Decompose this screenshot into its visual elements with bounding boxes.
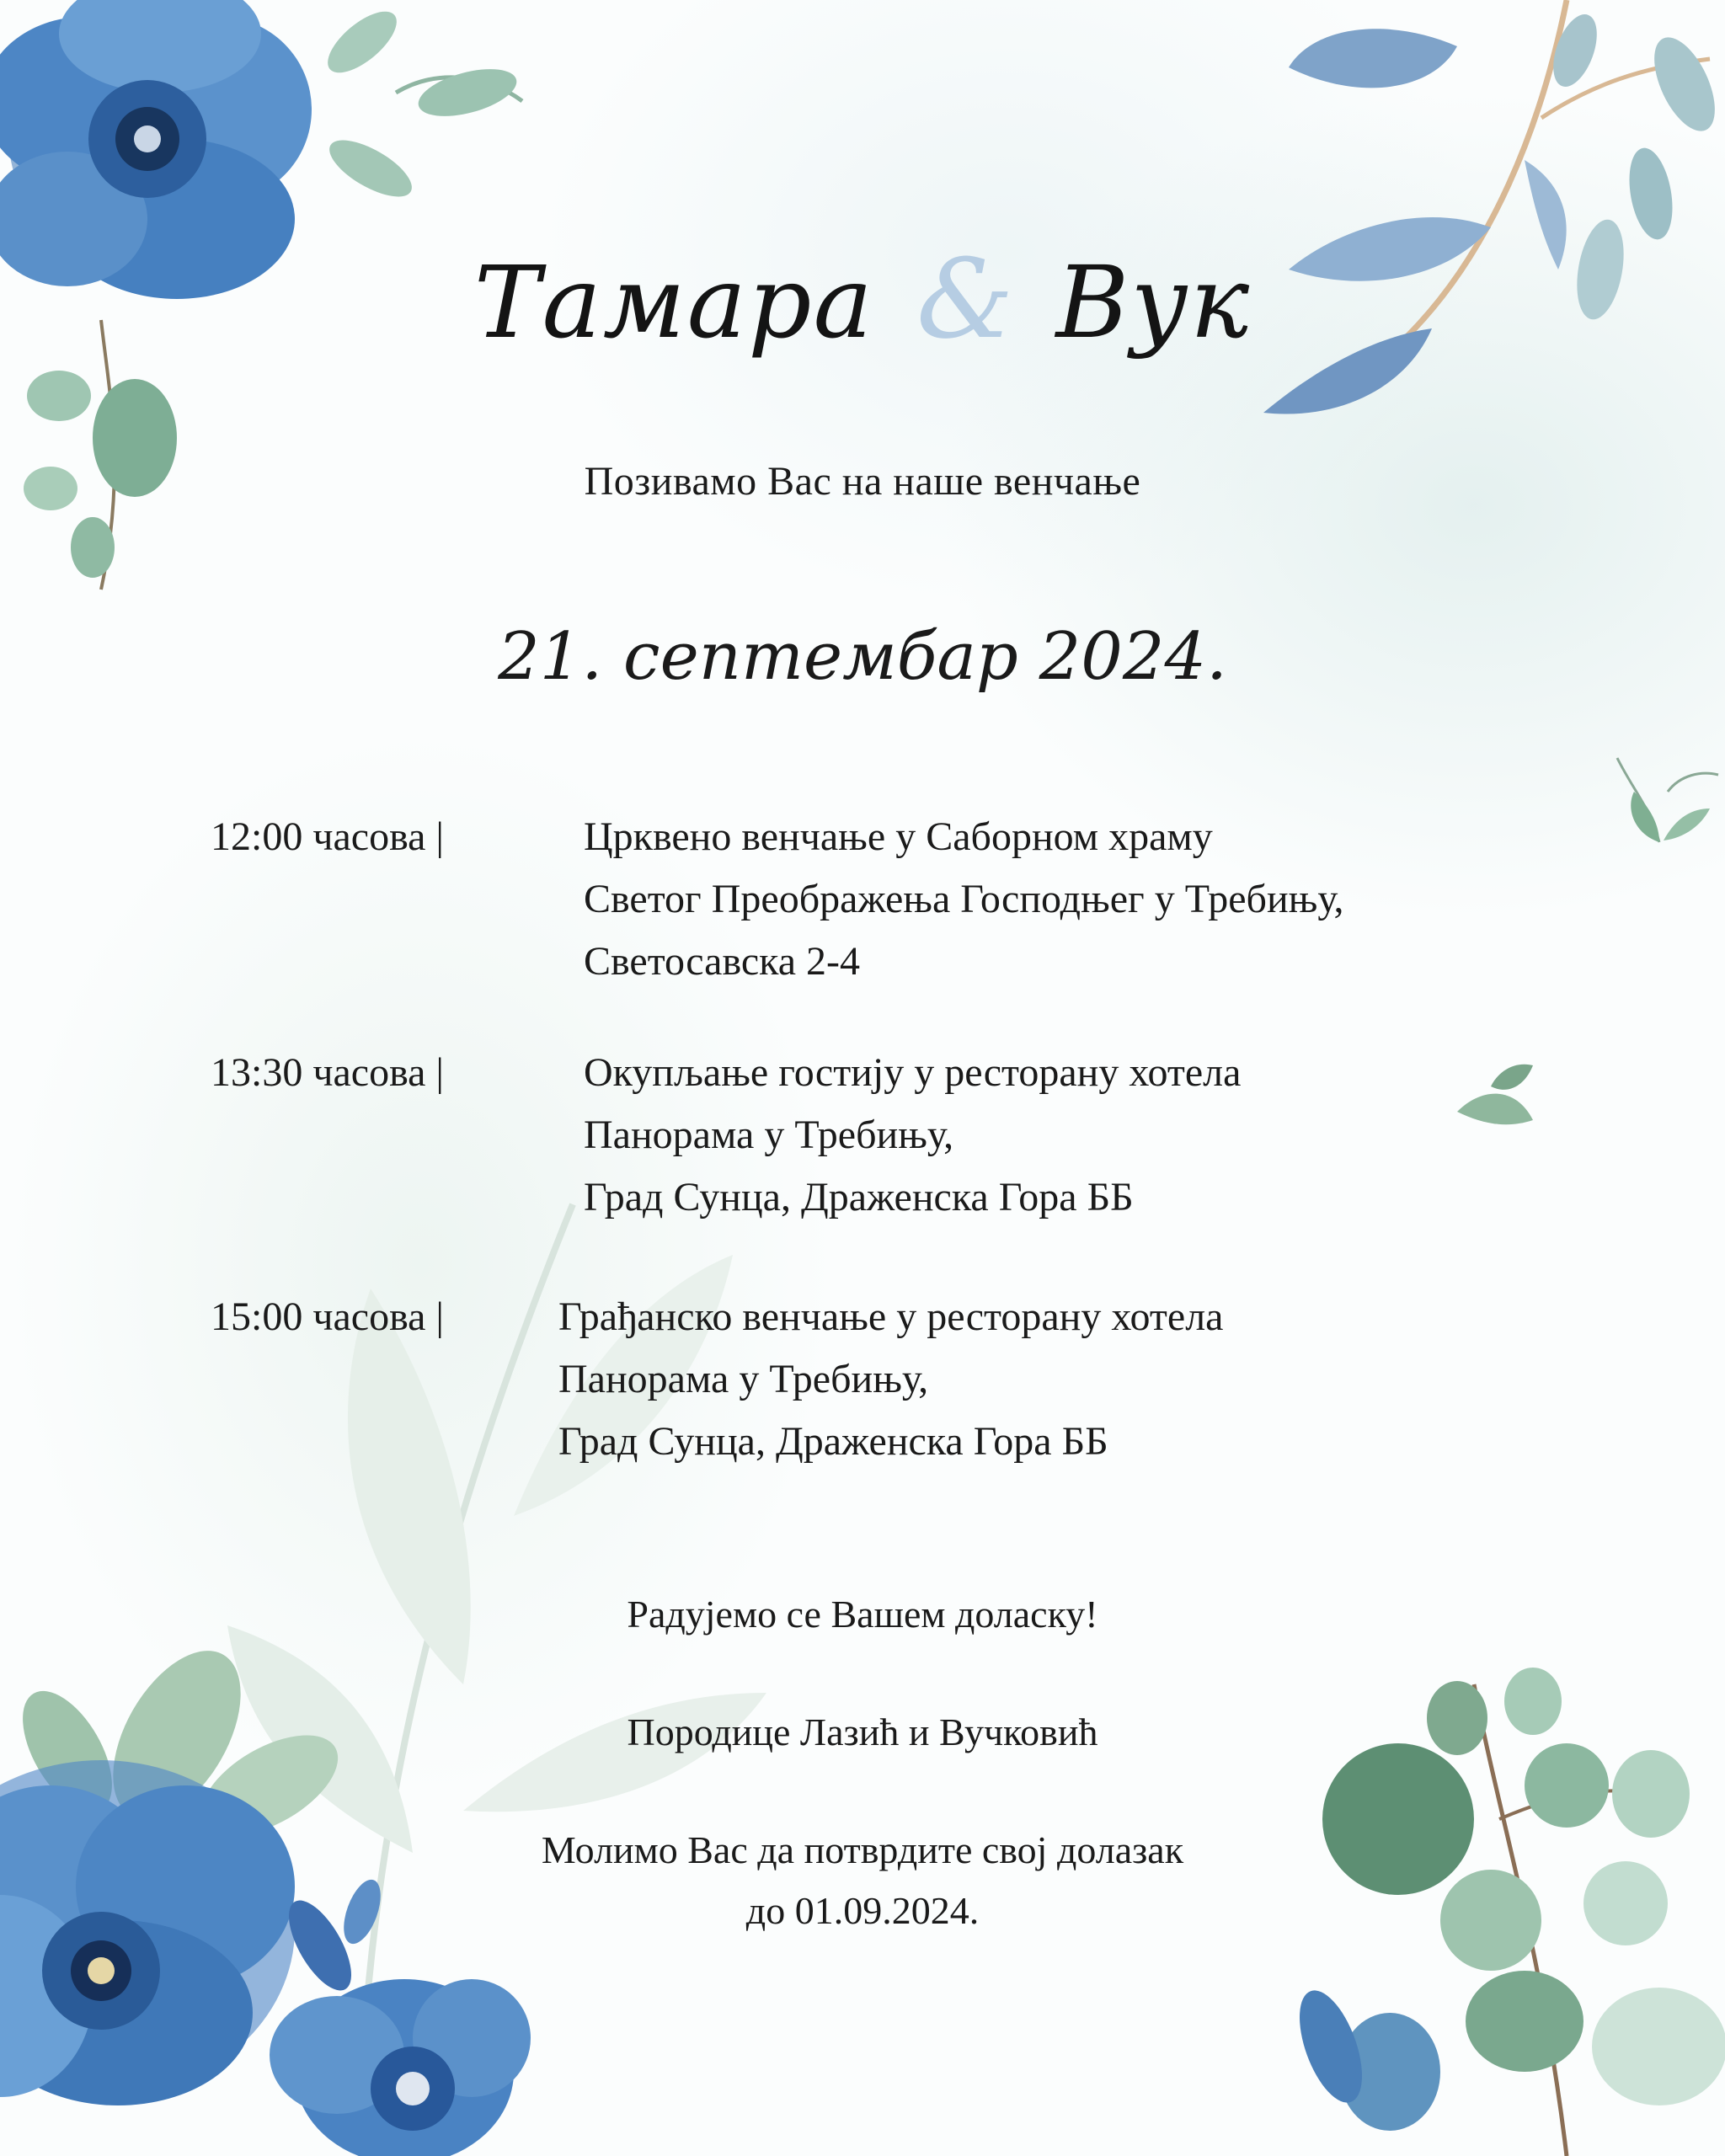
ampersand: & bbox=[916, 235, 1014, 363]
event-details bbox=[584, 1042, 1241, 1229]
small-sprig-illustration bbox=[1600, 741, 1725, 867]
welcome-message: Радујемо се Вашем доласку! bbox=[627, 1593, 1098, 1636]
event-details bbox=[558, 1286, 1223, 1473]
rsvp-request: Молимо Вас да потврдите свој долазак bbox=[541, 1828, 1184, 1871]
event-details bbox=[584, 806, 1344, 993]
event-detail-line: Грађанско венчање у ресторану хотела bbox=[558, 1294, 1224, 1339]
event-guest-gathering bbox=[211, 1042, 1558, 1235]
event-detail-line: Град Сунца, Драженска Гора ББ bbox=[558, 1419, 1108, 1464]
event-church-ceremony bbox=[211, 806, 1558, 1000]
event-detail-line: Град Сунца, Драженска Гора ББ bbox=[584, 1175, 1134, 1219]
event-detail-line: Панорама у Требињу, bbox=[584, 1113, 954, 1157]
invitation-text: Позивамо Вас на наше венчање bbox=[584, 459, 1141, 504]
event-detail-line: Окупљање гостију у ресторану хотела bbox=[584, 1050, 1242, 1095]
event-detail-line: Црквено венчање у Саборном храму bbox=[584, 814, 1213, 859]
wedding-date: 21. септембар 2024. bbox=[498, 619, 1227, 695]
event-detail-line: Панорама у Требињу, bbox=[558, 1357, 929, 1401]
families-signature: Породице Лазић и Вучковић bbox=[627, 1710, 1098, 1753]
event-civil-ceremony bbox=[211, 1286, 1558, 1480]
event-time: 13:30 часова | bbox=[211, 1050, 445, 1095]
event-time: 15:00 часова | bbox=[211, 1294, 445, 1339]
event-time: 12:00 часова | bbox=[211, 814, 445, 859]
event-detail-line: Светосавска 2-4 bbox=[584, 939, 861, 984]
groom-name: Вук bbox=[1055, 244, 1252, 360]
bride-name: Тамара bbox=[473, 244, 874, 360]
event-detail-line: Светог Преображења Господњег у Требињу, bbox=[584, 877, 1344, 921]
couple-names-heading bbox=[0, 215, 1725, 383]
rsvp-deadline: до 01.09.2024. bbox=[745, 1889, 980, 1932]
